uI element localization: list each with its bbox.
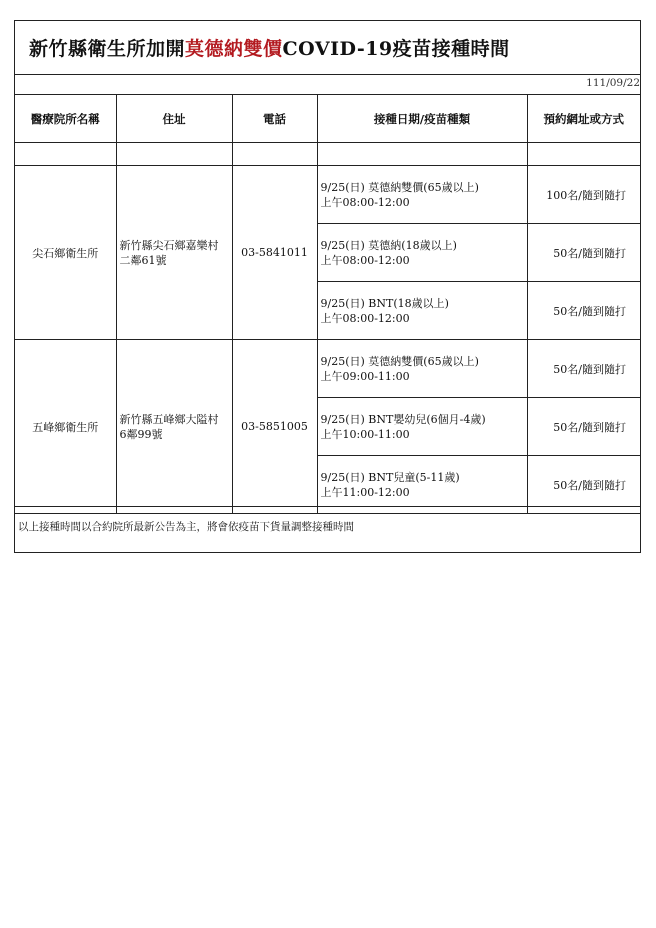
site-address-cell <box>116 166 232 340</box>
spacer-cell <box>116 143 232 166</box>
vaccine-schedule-sheet <box>14 20 641 553</box>
spacer-cell <box>232 143 317 166</box>
address-line: 6鄰99號 <box>119 427 163 441</box>
booking-cell: 50名/隨到隨打 <box>527 224 640 282</box>
session-time: 上午09:00-11:00 <box>320 369 410 383</box>
page-title <box>29 34 510 61</box>
spacer-cell <box>317 143 527 166</box>
session-cell <box>317 224 527 282</box>
table-row <box>15 340 640 398</box>
header-site-name: 醫療院所名稱 <box>15 95 116 143</box>
session-vaccine: 9/25(日) 莫德納雙價(65歲以上) <box>320 180 479 194</box>
session-time: 上午10:00-11:00 <box>320 427 410 441</box>
title-prefix: 新竹縣衛生所加開 <box>29 38 186 60</box>
footnote-text: 以上接種時間以合約院所最新公告為主，將會依疫苗下貨量調整接種時間 <box>18 521 354 533</box>
booking-cell: 100名/隨到隨打 <box>527 166 640 224</box>
session-time: 上午08:00-12:00 <box>320 253 410 267</box>
session-time: 上午11:00-12:00 <box>320 485 410 499</box>
booking-cell: 50名/隨到隨打 <box>527 340 640 398</box>
site-name-cell: 五峰鄉衛生所 <box>15 340 116 514</box>
title-highlight: 莫德納雙價 <box>185 38 283 60</box>
session-cell <box>317 282 527 340</box>
session-vaccine: 9/25(日) 莫德納雙價(65歲以上) <box>320 354 479 368</box>
header-schedule: 接種日期/疫苗種類 <box>317 95 527 143</box>
address-line: 新竹縣五峰鄉大隘村 <box>119 412 219 426</box>
title-bar <box>15 21 640 75</box>
schedule-table <box>15 94 640 514</box>
session-vaccine: 9/25(日) BNT兒童(5-11歲) <box>320 470 460 484</box>
site-phone-cell: 03-5851005 <box>232 340 317 514</box>
spacer-cell <box>527 143 640 166</box>
spacer-row <box>15 143 640 166</box>
title-suffix: COVID-19疫苗接種時間 <box>282 38 510 60</box>
document-date: 111/09/22 <box>586 77 640 89</box>
site-address-cell <box>116 340 232 514</box>
session-vaccine: 9/25(日) BNT(18歲以上) <box>320 296 449 310</box>
session-cell <box>317 398 527 456</box>
spacer-cell <box>15 143 116 166</box>
session-cell <box>317 166 527 224</box>
booking-cell: 50名/隨到隨打 <box>527 282 640 340</box>
header-address: 住址 <box>116 95 232 143</box>
table-row <box>15 166 640 224</box>
site-phone-cell: 03-5841011 <box>232 166 317 340</box>
booking-cell: 50名/隨到隨打 <box>527 398 640 456</box>
booking-cell: 50名/隨到隨打 <box>527 456 640 514</box>
site-name-cell: 尖石鄉衛生所 <box>15 166 116 340</box>
session-cell <box>317 456 527 514</box>
footnote <box>15 506 640 553</box>
session-time: 上午08:00-12:00 <box>320 195 410 209</box>
session-vaccine: 9/25(日) BNT嬰幼兒(6個月-4歲) <box>320 412 486 426</box>
address-line: 新竹縣尖石鄉嘉樂村 <box>119 238 219 252</box>
table-header-row <box>15 95 640 143</box>
session-time: 上午08:00-12:00 <box>320 311 410 325</box>
header-phone: 電話 <box>232 95 317 143</box>
header-booking: 預約網址或方式 <box>527 95 640 143</box>
session-vaccine: 9/25(日) 莫德納(18歲以上) <box>320 238 457 252</box>
session-cell <box>317 340 527 398</box>
address-line: 二鄰61號 <box>119 253 167 267</box>
